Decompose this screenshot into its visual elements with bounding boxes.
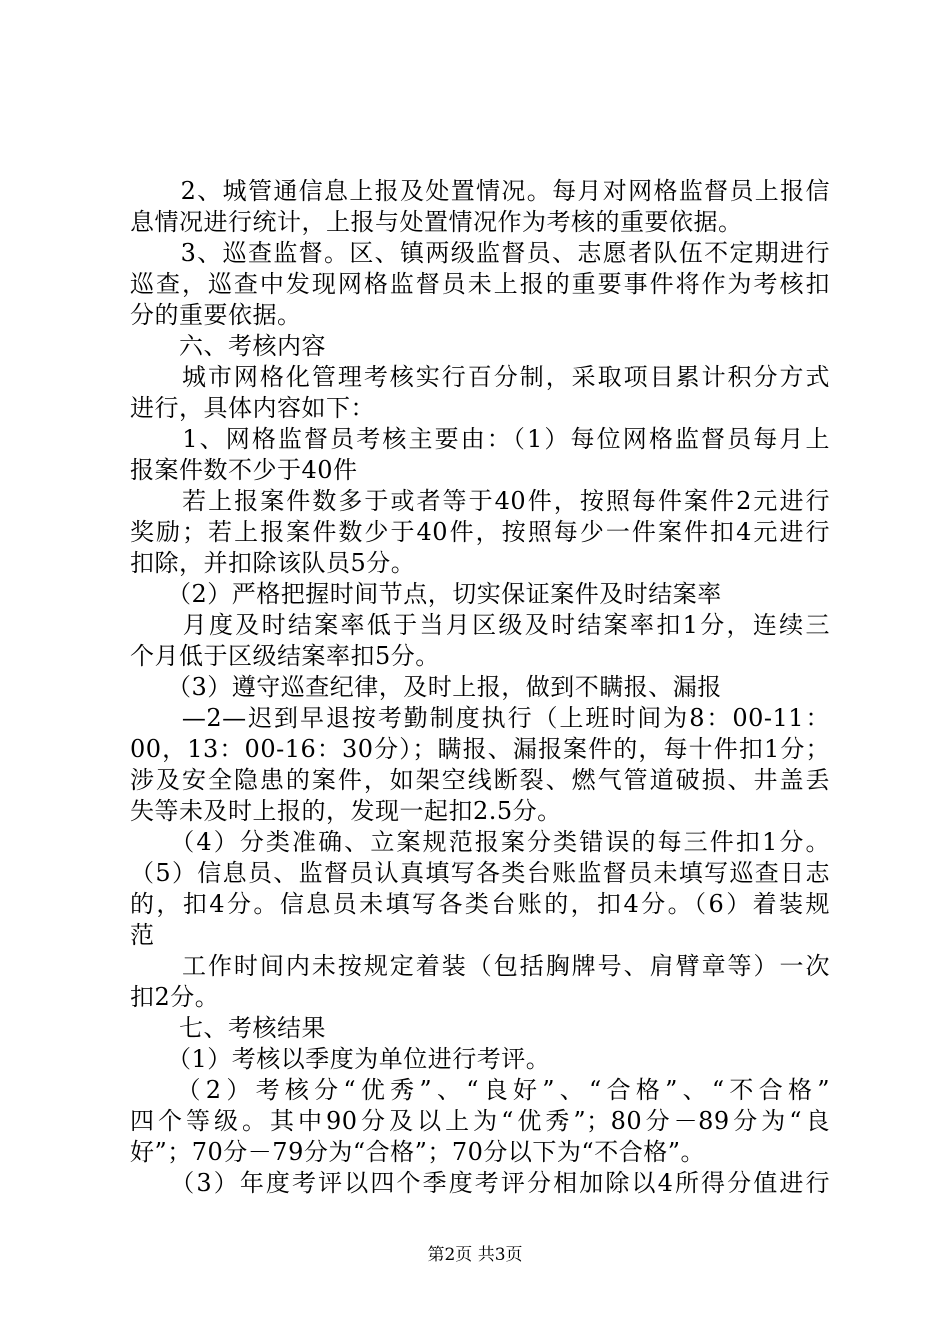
text-line: 城市网格化管理考核实行百分制，采取项目累计积分方式: [130, 363, 830, 391]
document-body: [130, 176, 830, 1199]
text-line: 月度及时结案率低于当月区级及时结案率扣1分，连续三: [130, 611, 830, 639]
text-line: （3）年度考评以四个季度考评分相加除以4所得分值进行: [130, 1169, 830, 1197]
text-line: 2、城管通信息上报及处置情况。每月对网格监督员上报信: [130, 177, 830, 205]
text-line: 好”；70分－79分为“合格”；70分以下为“不合格”。: [130, 1138, 705, 1166]
text-line: 四个等级。其中90分及以上为“优秀”；80分－89分为“良: [130, 1107, 830, 1135]
text-line: 1、网格监督员考核主要由：（1）每位网格监督员每月上: [130, 425, 830, 453]
text-line: 范: [130, 921, 155, 949]
text-line: 个月低于区级结案率扣5分。: [130, 642, 440, 670]
text-line: 分的重要依据。: [130, 301, 302, 329]
text-line: 3、巡查监督。区、镇两级监督员、志愿者队伍不定期进行: [130, 239, 830, 267]
text-line: 息情况进行统计，上报与处置情况作为考核的重要依据。: [130, 208, 743, 236]
text-line: （2）严格把握时间节点，切实保证案件及时结案率: [130, 580, 722, 608]
text-line: 奖励；若上报案件数少于40件，按照每少一件案件扣4元进行: [130, 518, 830, 546]
section-heading: 六、考核内容: [130, 332, 326, 360]
text-line: 扣除，并扣除该队员5分。: [130, 549, 416, 577]
text-line: （3）遵守巡查纪律，及时上报，做到不瞒报、漏报: [130, 673, 722, 701]
page-footer: 第2页 共3页: [427, 1245, 523, 1265]
text-line: 失等未及时上报的，发现一起扣2.5分。: [130, 797, 562, 825]
text-line: 若上报案件数多于或者等于40件，按照每件案件2元进行: [130, 487, 830, 515]
text-line: 涉及安全隐患的案件，如架空线断裂、燃气管道破损、井盖丢: [130, 766, 830, 794]
section-heading: 七、考核结果: [130, 1014, 326, 1042]
text-line: 报案件数不少于40件: [130, 456, 358, 484]
text-line: 00，13：00-16：30分）；瞒报、漏报案件的，每十件扣1分；: [130, 735, 830, 763]
text-line: 的，扣4分。信息员未填写各类台账的，扣4分。（6）着装规: [130, 890, 830, 918]
text-line: 巡查，巡查中发现网格监督员未上报的重要事件将作为考核扣: [130, 270, 830, 298]
text-line: （5）信息员、监督员认真填写各类台账监督员未填写巡查日志: [130, 859, 830, 887]
text-line: （4）分类准确、立案规范报案分类错误的每三件扣1分。: [130, 828, 830, 856]
text-line: 工作时间内未按规定着装（包括胸牌号、肩臂章等）一次: [130, 952, 830, 980]
text-line: 扣2分。: [130, 983, 220, 1011]
text-line: —2—迟到早退按考勤制度执行（上班时间为8：00-11：: [130, 704, 830, 732]
text-line: 进行，具体内容如下：: [130, 394, 375, 422]
text-line: （1）考核以季度为单位进行考评。: [130, 1045, 551, 1073]
text-line: （2）考核分“优秀”、“良好”、“合格”、“不合格”: [130, 1076, 830, 1104]
